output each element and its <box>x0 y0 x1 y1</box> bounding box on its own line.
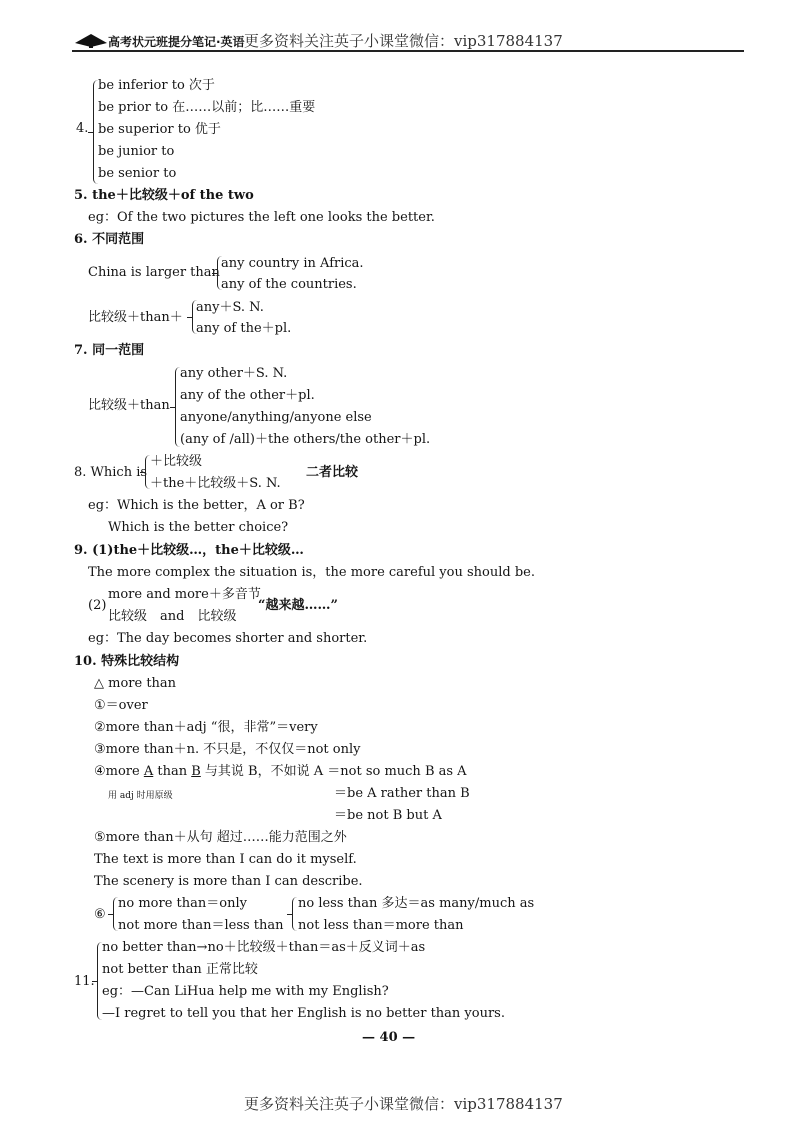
section-4-line: be inferior to 次于 <box>98 78 215 93</box>
item-4-prefix: ④more <box>94 764 144 779</box>
section-7-option: (any of /all)＋the others/the other＋pl. <box>180 432 431 447</box>
item-4-a: A <box>143 764 154 779</box>
section-10-item-6-right: no less than 多达＝as many/much as <box>298 896 535 911</box>
section-7-option: any other＋S. N. <box>180 366 288 381</box>
section-9-part-2-example: eg：The day becomes shorter and shorter. <box>88 631 368 646</box>
section-9-part-1-example: The more complex the situation is，the more careful you should be. <box>88 565 535 580</box>
section-10-item-5-example-1: The text is more than I can do it myself. <box>94 852 357 867</box>
section-10-item-4-alt-2: ＝be not B but A <box>334 808 442 823</box>
section-9-part-1: 9. (1)the＋比较级…，the＋比较级… <box>74 543 304 558</box>
section-4-number: 4. <box>76 121 89 136</box>
section-10-subhead: △ more than <box>94 676 177 691</box>
section-4-line: be senior to <box>98 166 177 181</box>
section-5-example: eg：Of the two pictures the left one looks the better. <box>88 210 435 225</box>
section-10-item-6-left: not more than＝less than <box>118 918 284 933</box>
section-10-item-6-number: ⑥ <box>94 907 106 922</box>
section-7-option: any of the other＋pl. <box>180 388 315 403</box>
section-10-item-4-alt-1: ＝be A rather than B <box>334 786 470 801</box>
section-10-item-2: ②more than＋adj “很，非常”＝very <box>94 720 318 735</box>
item-4-suffix: 与其说 B，不如说 A ＝not so much B as A <box>200 764 467 779</box>
item-4-b: B <box>191 764 201 779</box>
section-10-item-4 <box>94 764 467 780</box>
section-6-option: any of the＋pl. <box>196 321 292 336</box>
section-6-lead-1: China is larger than <box>88 265 220 280</box>
section-10-item-6-right: not less than＝more than <box>298 918 464 933</box>
section-8-note: 二者比较 <box>306 465 359 480</box>
section-4-line: be superior to 优于 <box>98 122 221 137</box>
section-10-item-1: ①＝over <box>94 698 148 713</box>
section-9-part-2-line-a: more and more＋多音节 <box>108 587 261 602</box>
section-7-lead: 比较级＋than <box>88 398 170 413</box>
section-8-example-1: eg：Which is the better，A or B? <box>88 498 305 513</box>
section-7-option: anyone/anything/anyone else <box>180 410 372 425</box>
section-4-line: be prior to 在……以前；比……重要 <box>98 100 316 115</box>
section-11-line: no better than→no＋比较级＋than＝as＋反义词＋as <box>102 940 426 955</box>
section-8-option: ＋比较级 <box>150 454 203 469</box>
book-title: 高考状元班提分笔记·英语 <box>108 35 245 49</box>
section-6-option: any of the countries. <box>221 277 357 292</box>
section-9-part-2-line-b: 比较级 and 比较级 <box>108 609 237 624</box>
section-6-lead-2: 比较级＋than＋ <box>88 310 183 325</box>
section-8-lead: 8. Which is <box>74 465 148 480</box>
section-10-item-4-note: 用 adj 时用原级 <box>108 791 173 801</box>
section-10-item-6-brace-right <box>292 897 297 931</box>
section-10-item-5: ⑤more than＋从句 超过……能力范围之外 <box>94 830 347 845</box>
page-number: — 40 — <box>362 1030 416 1045</box>
watermark-bottom: 更多资料关注英子小课堂微信：vip317884137 <box>244 1095 563 1113</box>
section-11-line: eg：—Can LiHua help me with my English? <box>102 984 389 999</box>
section-11-number: 11. <box>74 974 95 989</box>
section-9-part-2-number: (2) <box>88 598 107 613</box>
section-10-item-3: ③more than＋n. 不只是，不仅仅＝not only <box>94 742 361 757</box>
section-10-title: 10. 特殊比较结构 <box>74 654 180 669</box>
section-6-title: 6. 不同范围 <box>74 232 145 247</box>
section-6-option: any country in Africa. <box>221 256 364 271</box>
section-6-option: any＋S. N. <box>196 300 264 315</box>
section-10-item-6-left: no more than＝only <box>118 896 247 911</box>
section-4-line: be junior to <box>98 144 175 159</box>
section-10-item-5-example-2: The scenery is more than I can describe. <box>94 874 363 889</box>
watermark-top: 更多资料关注英子小课堂微信：vip317884137 <box>244 32 563 50</box>
section-8-option: ＋the＋比较级＋S. N. <box>150 476 281 491</box>
section-11-line: —I regret to tell you that her English is no better than yours. <box>102 1006 505 1021</box>
section-7-title: 7. 同一范围 <box>74 343 145 358</box>
section-5-title: 5. the＋比较级＋of the two <box>74 188 254 203</box>
section-9-part-2-note: “越来越……” <box>258 598 338 613</box>
section-11-line: not better than 正常比较 <box>102 962 258 977</box>
section-8-example-2: Which is the better choice? <box>108 520 289 535</box>
item-4-mid: than <box>153 764 192 779</box>
header-rule <box>72 50 744 52</box>
